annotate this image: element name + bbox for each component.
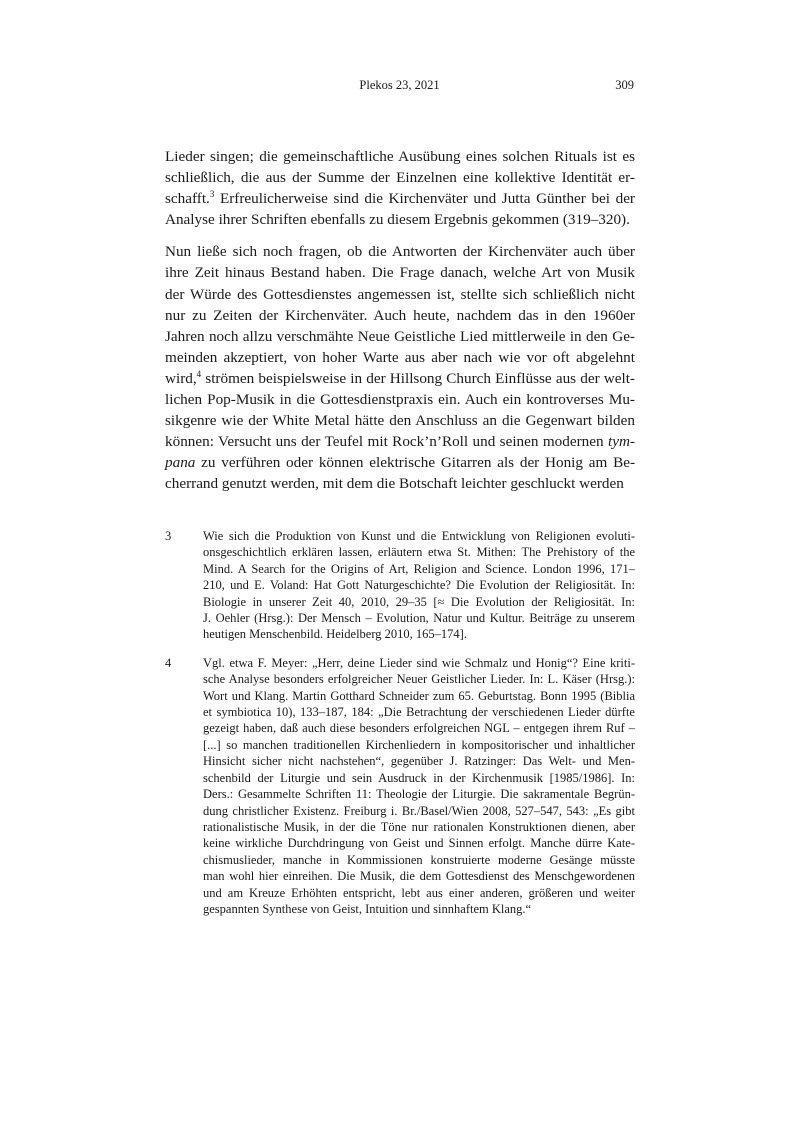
paragraph-2	[165, 241, 635, 494]
text-line: der Würde des Gottesdienstes angemessen ist, stellte sich schließlich nicht	[165, 285, 635, 303]
text-line: lichen Pop-Musik in die Gottesdienstpraxis ein. Auch ein kontroverses Mu-	[165, 391, 635, 409]
footnote-number: 4	[165, 655, 172, 670]
footnote-ref-4[interactable]: 4	[196, 368, 202, 379]
footnote-line: Biologie in unserer Zeit 40, 2010, 29–35 [≈ Die Evolution der Religiosität. In:	[203, 594, 635, 609]
footnote-ref-3[interactable]: 3	[209, 189, 215, 200]
text-line	[165, 188, 635, 209]
text-segment: strömen beispielsweise in der Hillsong Church Einflüsse aus der welt-	[201, 369, 635, 387]
paragraph-1	[165, 146, 635, 230]
text-line: Nun ließe sich noch fragen, ob die Antworten der Kirchenväter auch über	[165, 243, 635, 261]
text-line	[165, 452, 635, 473]
footnote-number: 3	[165, 529, 172, 543]
footnote-line: gezeigt haben, daß auch diese besonders erfolgreichen NGL – entgegen ihrem Ruf –	[203, 721, 635, 736]
text-line	[165, 431, 635, 452]
text-line: Lieder singen; die gemeinschaftliche Ausübung eines solchen Rituals ist es	[165, 148, 635, 165]
footnote-text	[203, 528, 635, 643]
footnote-line: sche Analyse besonders erfolgreicher Neuer Geistlicher Lieder. In: L. Käser (Hrsg.):	[203, 672, 635, 687]
footnote-line: [...] so manchen traditionellen Kirchenliedern in kompositorischer und inhaltlicher	[203, 737, 635, 752]
footnote-line: schenbild der Liturgie und sein Ausdruck in der Kirchenmusik [1985/1986]. In:	[203, 770, 635, 785]
body-text	[165, 146, 635, 506]
text-line: ihre Zeit hinaus Bestand haben. Die Frage danach, welche Art von Musik	[165, 264, 635, 282]
footnote-line: et symbiotica 10), 133–187, 184: „Die Betrachtung der verschiedenen Lieder dürfte	[203, 705, 635, 720]
footnote-line: onsgeschichtlich erklären lassen, erläutern etwa St. Mithen: The Prehistory of the	[203, 545, 635, 560]
text-line: cherrand genutzt werden, mit dem die Botschaft leichter geschluckt werden	[165, 475, 624, 493]
footnote-line: heutigen Menschenbild. Heidelberg 2010, 165–174].	[203, 627, 467, 642]
footnotes	[165, 528, 635, 929]
footnote-3	[165, 528, 635, 643]
footnote-line: Wie sich die Produktion von Kunst und die Entwicklung von Religionen evoluti-	[203, 529, 635, 543]
text-line: nur zu Zeiten der Kirchenväter. Auch heute, nachdem das in den 1960er	[165, 306, 635, 324]
text-line: schließlich, die aus der Summe der Einzelnen eine kollektive Identität er-	[165, 169, 635, 187]
footnote-line: 210, und E. Voland: Hat Gott Naturgeschichte? Die Evolution der Religiosität. In:	[203, 578, 635, 593]
footnote-line: man wohl hier einreihen. Die Musik, die dem Gottesdienst des Menschgewordenen	[203, 869, 635, 884]
footnote-4	[165, 655, 635, 918]
text-segment: zu verführen oder können elektrische Gitarren als der Honig am Be-	[201, 454, 636, 472]
page-number: 309	[615, 78, 634, 92]
footnote-line: chismuslieder, manche in Kommissionen konstruierte moderne Gesänge müsste	[203, 852, 635, 867]
text-segment: Erfreulicherweise sind die Kirchenväter und Jutta Günther bei der	[214, 190, 635, 208]
text-line: Jahren noch allzu verschmähte Neue Geistliche Lied mittlerweile in den Ge-	[165, 327, 635, 345]
footnote-line: gespannten Synthese von Geist, Intuition und sinnhaftem Klang.“	[203, 901, 532, 916]
footnote-line: J. Oehler (Hrsg.): Der Mensch – Evolution, Natur und Kultur. Beiträge zu unserem	[203, 611, 635, 626]
journal-title: Plekos 23, 2021	[359, 78, 440, 92]
footnote-line: Vgl. etwa F. Meyer: „Herr, deine Lieder sind wie Schmalz und Honig“? Eine kriti-	[203, 655, 635, 670]
text-segment: können: Versucht uns der Teufel mit Rock’n’Roll und seinen modernen	[165, 433, 608, 451]
text-line	[165, 368, 635, 389]
footnote-line: keine wirkliche Durchdringung von Geist und Sinnen erfolgt. Manche dürre Kate-	[203, 836, 635, 851]
footnote-line: Hinsicht sicher nicht nachstehen“, gegenüber J. Ratzinger: Das Welt- und Men-	[203, 754, 635, 769]
text-line: meinden akzeptiert, von hoher Warte aus aber nach wie vor oft abgelehnt	[165, 348, 635, 366]
italic-term: pana	[165, 454, 196, 472]
footnote-text	[203, 655, 635, 918]
footnote-line: Mind. A Search for the Origins of Art, Religion and Science. London 1996, 171–	[203, 561, 635, 576]
footnote-line: Wort und Klang. Martin Gotthard Schneider zum 65. Geburtstag. Bonn 1995 (Biblia	[203, 688, 635, 703]
text-line: sikgenre wie der White Metal hätte den Anschluss an die Gegenwart bilden	[165, 412, 635, 430]
footnote-line: dung christlicher Existenz. Freiburg i. Br./Basel/Wien 2008, 527–547, 543: „Es gibt	[203, 803, 635, 818]
text-line: Analyse ihrer Schriften ebenfalls zu diesem Ergebnis gekommen (319–320).	[165, 211, 630, 229]
footnote-line: rationalistische Musik, in der die Töne nur rationalen Konstruktionen dienen, aber	[203, 819, 635, 834]
italic-term: tym-	[608, 433, 635, 451]
footnote-line: Ders.: Gesammelte Schriften 11: Theologie der Liturgie. Die sakramentale Begrün-	[203, 787, 635, 802]
text-segment: schafft.	[165, 190, 210, 208]
running-header	[0, 78, 799, 94]
text-segment: wird,	[165, 369, 197, 387]
footnote-line: und am Kreuze Erhöhten entspricht, lebt aus einer anderen, größeren und weiter	[203, 885, 635, 900]
